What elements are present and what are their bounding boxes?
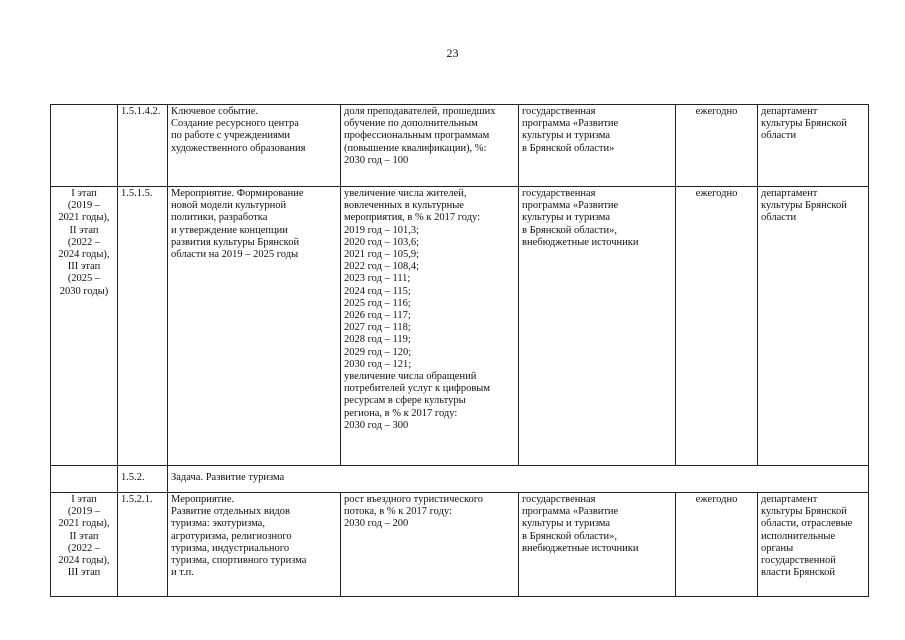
indicator-cell: увеличение числа жителей, вовлеченных в культурные мероприятия, в % к 2017 году: 2019 год – 101,3; 2020 год – 103,6; 2021 год – 105,9; 2022 год – 108,4; 2023 год – 111; 2024 год – 115; 2025 год – 116; 2026 год – 117; 2027 год – 118; 2028 год – 119; 2029 год – 120; 2030 год – 121; увеличение числа обращений потребителей услуг к цифровым ресурсам в сфере культуры региона, в % к 2017 году: 2030 год – 300 — [341, 187, 519, 466]
indicator-cell: рост въездного туристического потока, в % к 2017 году: 2030 год – 200 — [341, 493, 519, 597]
page-number: 23 — [446, 46, 459, 60]
table-row — [51, 493, 869, 597]
period-cell: ежегодно — [676, 493, 758, 597]
stage-cell: I этап (2019 – 2021 годы), II этап (2022 – 2024 годы), III этап — [51, 493, 118, 597]
task-title-cell: Задача. Развитие туризма — [168, 466, 869, 493]
stage-cell — [51, 466, 118, 493]
activity-cell: Мероприятие. Формирование новой модели культурной политики, разработка и утверждение концепции развития культуры Брянской области на 2019 – 2025 годы — [168, 187, 341, 466]
activity-cell: Мероприятие. Развитие отдельных видов туризма: экотуризма, агротуризма, религиозного туризма, индустриального туризма, спортивного туризма и т.п. — [168, 493, 341, 597]
executor-cell: департамент культуры Брянской области — [758, 105, 869, 187]
program-cell: государственная программа «Развитие культуры и туризма в Брянской области», внебюджетные источники — [519, 493, 676, 597]
stage-cell: I этап (2019 – 2021 годы), II этап (2022 – 2024 годы), III этап (2025 – 2030 годы) — [51, 187, 118, 466]
program-cell: государственная программа «Развитие культуры и туризма в Брянской области», внебюджетные источники — [519, 187, 676, 466]
code-cell: 1.5.1.4.2. — [118, 105, 168, 187]
task-row — [51, 466, 869, 493]
table-row — [51, 105, 869, 187]
executor-cell: департамент культуры Брянской области — [758, 187, 869, 466]
stage-cell — [51, 105, 118, 187]
period-cell: ежегодно — [676, 187, 758, 466]
code-cell: 1.5.2.1. — [118, 493, 168, 597]
table-row — [51, 187, 869, 466]
period-cell: ежегодно — [676, 105, 758, 187]
activity-cell: Ключевое событие. Создание ресурсного центра по работе с учреждениями художественного образования — [168, 105, 341, 187]
indicator-cell: доля преподавателей, прошедших обучение по дополнительным профессиональным программам (повышение квалификации), %: 2030 год – 100 — [341, 105, 519, 187]
executor-cell: департамент культуры Брянской области, отраслевые исполнительные органы государственной власти Брянской — [758, 493, 869, 597]
measures-table — [50, 104, 869, 597]
code-cell: 1.5.2. — [118, 466, 168, 493]
code-cell: 1.5.1.5. — [118, 187, 168, 466]
program-cell: государственная программа «Развитие культуры и туризма в Брянской области» — [519, 105, 676, 187]
